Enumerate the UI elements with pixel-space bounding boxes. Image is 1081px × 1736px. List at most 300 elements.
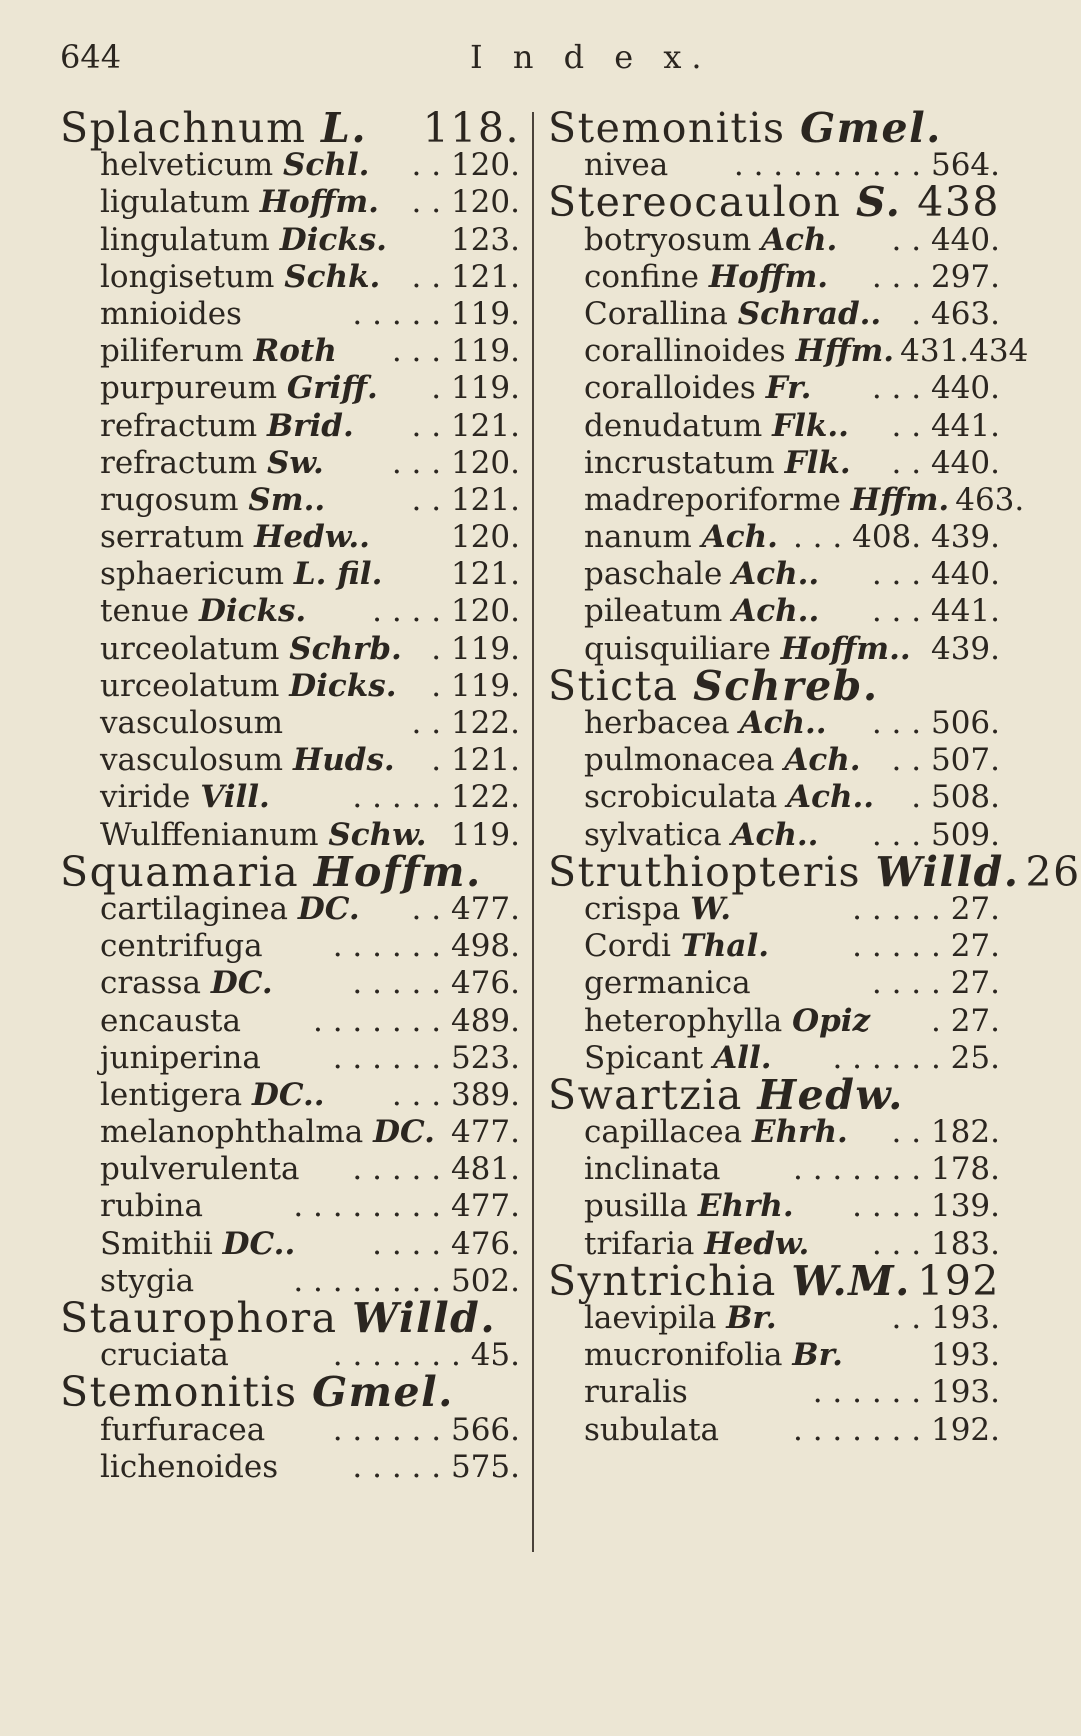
- entry-page-ref: . . . 297.: [871, 258, 1000, 295]
- left-index-column: [60, 104, 520, 1486]
- entry-page-ref: . . 122.: [411, 705, 520, 741]
- entry-name: urceolatum: [100, 667, 280, 704]
- entry-author: W.: [690, 890, 731, 927]
- index-species-entry: [60, 370, 520, 407]
- index-genus-entry: [548, 661, 1000, 710]
- entry-page-ref: . . . 389.: [391, 1076, 520, 1113]
- entry-page-ref: . . 193.: [891, 1300, 1000, 1336]
- entry-name-group: [584, 482, 949, 519]
- entry-name: juniperina: [100, 1039, 261, 1076]
- entry-name: laevipila: [584, 1300, 717, 1336]
- index-species-entry: [60, 1412, 520, 1449]
- index-species-entry: [548, 1188, 1000, 1225]
- index-genus-entry: [60, 1294, 520, 1342]
- entry-author: Hedw.: [704, 1225, 810, 1262]
- entry-page-ref: . . . . . . . . . . 564.: [733, 147, 1000, 184]
- entry-author: Ach.: [761, 221, 838, 258]
- index-genus-entry: [60, 1368, 520, 1417]
- entry-name: subulata: [584, 1411, 720, 1448]
- index-species-entry: [548, 965, 1000, 1002]
- page-header: [60, 38, 1020, 78]
- entry-page-ref: . . 441.: [891, 407, 1000, 444]
- entry-name: pulverulenta: [100, 1151, 300, 1188]
- entry-name-group: [584, 370, 811, 407]
- entry-name: Smithii: [100, 1225, 213, 1262]
- entry-author: Ach..: [739, 705, 827, 741]
- entry-name-group: [584, 779, 874, 816]
- entry-name: Staurophora: [60, 1294, 338, 1342]
- entry-page-ref: . . 120.: [411, 147, 520, 184]
- index-species-entry: [60, 1003, 520, 1040]
- entry-name-group: [584, 296, 881, 333]
- entry-author: Fr.: [765, 370, 812, 407]
- entry-page-ref: . . 120.: [411, 184, 520, 221]
- index-species-entry: [60, 1077, 520, 1114]
- index-species-entry: [548, 556, 1000, 593]
- entry-author: Hedw..: [254, 519, 370, 556]
- entry-author: Ehrh.: [751, 1114, 848, 1151]
- entry-author: Thal.: [680, 928, 770, 965]
- entry-page-ref: . . . . . 119.: [352, 295, 520, 332]
- index-species-entry: [60, 593, 520, 630]
- index-species-entry: [548, 1003, 1000, 1040]
- entry-name: scrobiculata: [584, 779, 778, 816]
- entry-page-ref: . . . . . 575.: [352, 1448, 520, 1485]
- entry-name: lichenoides: [100, 1448, 279, 1485]
- entry-name-group: [100, 370, 378, 407]
- entry-page-ref: . . . . . 27.: [852, 928, 1000, 965]
- entry-author: Ach.: [784, 742, 861, 779]
- entry-page-ref: . . . . . . 25.: [832, 1039, 1000, 1076]
- entry-name: Stemonitis: [60, 1368, 298, 1417]
- index-species-entry: [548, 1412, 1000, 1449]
- entry-name-group: [100, 965, 273, 1002]
- entry-author: Sw.: [266, 444, 324, 481]
- entry-page-ref: 192: [917, 1256, 1000, 1305]
- entry-name-group: [100, 1151, 300, 1188]
- entry-page-ref: . . . . . . . 178.: [793, 1151, 1000, 1188]
- entry-author: L. fil.: [293, 556, 383, 593]
- entry-name: nivea: [584, 147, 669, 184]
- entry-name-group: [100, 705, 283, 742]
- entry-author: Ach..: [732, 593, 820, 630]
- entry-author: Schrad..: [737, 295, 882, 332]
- entry-name: Spicant: [584, 1039, 704, 1076]
- index-species-entry: [548, 1374, 1000, 1411]
- entry-author: Brid.: [266, 407, 354, 444]
- entry-page-ref: . . . . . . . 192.: [793, 1411, 1000, 1448]
- entry-author: Hffm.: [850, 481, 950, 518]
- entry-name-group: [100, 631, 402, 668]
- entry-name: corallinoides: [584, 333, 786, 370]
- entry-name: mnioides: [100, 295, 242, 332]
- index-species-entry: [60, 705, 520, 742]
- entry-name: lingulatum: [100, 221, 270, 258]
- entry-page-ref: . . . . . 27.: [852, 890, 1000, 927]
- entry-name-group: [100, 779, 270, 816]
- index-species-entry: [548, 1337, 1000, 1374]
- entry-name-group: [100, 593, 306, 630]
- index-species-entry: [60, 259, 520, 296]
- entry-page-ref: . . . . 120.: [372, 593, 520, 630]
- index-species-entry: [548, 519, 1000, 556]
- entry-name-group: [100, 891, 360, 928]
- index-genus-entry: [60, 104, 520, 152]
- entry-author: Vill.: [200, 779, 270, 816]
- entry-page-ref: . 508.: [911, 779, 1000, 816]
- entry-name-group: [100, 147, 369, 184]
- entry-name-group: [584, 333, 894, 370]
- entry-name: refractum: [100, 444, 258, 481]
- entry-name: cruciata: [100, 1337, 229, 1374]
- index-species-entry: [548, 296, 1000, 333]
- entry-author: DC..: [222, 1225, 296, 1262]
- entry-name: pileatum: [584, 593, 723, 630]
- index-species-entry: [60, 965, 520, 1002]
- entry-name: ligulatum: [100, 184, 250, 221]
- entry-name-group: [100, 222, 387, 259]
- index-species-entry: [60, 333, 520, 370]
- entry-author: Hffm.: [795, 333, 895, 370]
- entry-page-ref: . . . 120.: [391, 444, 520, 481]
- entry-page-ref: . . 507.: [891, 742, 1000, 779]
- entry-name: quisquiliare: [584, 630, 771, 667]
- index-species-entry: [60, 147, 520, 184]
- entry-page-ref: 438: [917, 178, 1000, 227]
- entry-author: DC.: [210, 965, 273, 1002]
- entry-author: DC..: [251, 1076, 325, 1113]
- entry-name-group: [548, 1256, 911, 1305]
- entry-name: Sticta: [548, 661, 679, 710]
- entry-name: pulmonacea: [584, 742, 775, 779]
- entry-author: Hoffm.: [259, 184, 379, 221]
- entry-author: Flk..: [772, 407, 849, 444]
- entry-page-ref: 123.: [450, 221, 520, 258]
- entry-page-ref: . . . . . . . 45.: [332, 1337, 520, 1374]
- entry-name: coralloides: [584, 370, 756, 407]
- entry-author: Br.: [792, 1337, 843, 1374]
- entry-page-ref: . . . 183.: [871, 1225, 1000, 1262]
- index-species-entry: [548, 481, 1025, 519]
- entry-name: vasculosum: [100, 742, 284, 779]
- entry-author: Schrb.: [289, 630, 402, 667]
- entry-name-group: [584, 445, 851, 482]
- entry-name-group: [60, 1368, 454, 1417]
- entry-name-group: [584, 593, 819, 630]
- entry-author: Roth: [253, 333, 337, 370]
- index-species-entry: [60, 1151, 520, 1188]
- entry-name-group: [60, 1294, 497, 1342]
- entry-name-group: [584, 742, 861, 779]
- entry-author: DC.: [373, 1114, 435, 1151]
- index-species-entry: [60, 556, 520, 593]
- entry-page-ref: . . . . . . 193.: [812, 1374, 1000, 1411]
- entry-name-group: [584, 1412, 719, 1449]
- entry-page-ref: 121.: [450, 556, 520, 593]
- index-genus-entry: [548, 178, 1000, 227]
- entry-name-group: [584, 965, 751, 1002]
- entry-author: All.: [713, 1039, 772, 1076]
- entry-name: mucronifolia: [584, 1337, 783, 1374]
- entry-page-ref: . . . 440.: [871, 556, 1000, 593]
- entry-name-group: [100, 668, 397, 705]
- entry-name: ruralis: [584, 1374, 688, 1411]
- entry-page-ref: . . 182.: [891, 1114, 1000, 1151]
- index-species-entry: [548, 259, 1000, 296]
- entry-name-group: [584, 1151, 720, 1188]
- entry-page-ref: . . 440.: [891, 221, 1000, 258]
- entry-page-ref: . . . . 139.: [852, 1188, 1000, 1225]
- entry-name-group: [60, 847, 482, 896]
- entry-name-group: [100, 1003, 241, 1040]
- entry-page-ref: 120.: [450, 519, 520, 556]
- entry-name: botryosum: [584, 221, 752, 258]
- entry-page-ref: . . . . . . 566.: [332, 1411, 520, 1448]
- entry-author: Schreb.: [693, 661, 879, 710]
- entry-name: serratum: [100, 519, 245, 556]
- entry-page-ref: . 27.: [930, 1002, 1000, 1039]
- entry-page-ref: . . 440.: [891, 444, 1000, 481]
- entry-name: Syntrichia: [548, 1256, 777, 1305]
- entry-author: Willd.: [875, 847, 1020, 896]
- entry-name-group: [60, 104, 368, 152]
- entry-page-ref: 431.434: [900, 333, 1029, 370]
- entry-page-ref: . 463.: [911, 295, 1000, 332]
- index-species-entry: [60, 519, 520, 556]
- entry-name-group: [100, 742, 395, 779]
- entry-author: Ach..: [731, 816, 819, 853]
- index-species-entry: [60, 1449, 520, 1486]
- entry-name: Struthiopteris: [548, 847, 861, 896]
- entry-author: Schl.: [283, 147, 370, 184]
- entry-name-group: [584, 556, 819, 593]
- entry-name: nanum: [584, 519, 692, 556]
- entry-page-ref: . . 121.: [411, 481, 520, 518]
- entry-author: Dicks.: [289, 667, 397, 704]
- entry-name-group: [584, 928, 769, 965]
- entry-name: sylvatica: [584, 816, 722, 853]
- entry-page-ref: 193.: [930, 1337, 1000, 1374]
- entry-name-group: [548, 661, 879, 710]
- index-species-entry: [60, 482, 520, 519]
- entry-name-group: [100, 1412, 265, 1449]
- entry-name-group: [584, 891, 731, 928]
- index-genus-entry: [548, 104, 1000, 152]
- entry-author: Hoffm.: [313, 847, 482, 896]
- entry-name: helveticum: [100, 147, 274, 184]
- entry-page-ref: 119.: [450, 816, 520, 853]
- entry-page-ref: 26: [1025, 847, 1081, 896]
- entry-author: Hedw.: [757, 1070, 904, 1119]
- entry-page-ref: . 119.: [431, 667, 520, 704]
- entry-page-ref: . 121.: [431, 742, 520, 779]
- entry-page-ref: . . . 440.: [871, 370, 1000, 407]
- entry-page-ref: 463.: [955, 481, 1025, 518]
- entry-name: Swartzia: [548, 1070, 743, 1119]
- entry-author: Griff.: [286, 370, 378, 407]
- entry-page-ref: . . . . . . 523.: [332, 1039, 520, 1076]
- entry-name: germanica: [584, 965, 751, 1002]
- index-species-entry: [60, 445, 520, 482]
- index-species-entry: [548, 408, 1000, 445]
- index-species-entry: [60, 668, 520, 705]
- entry-name: Corallina: [584, 295, 728, 332]
- entry-name: rubina: [100, 1188, 203, 1225]
- entry-name: pusilla: [584, 1188, 688, 1225]
- entry-name-group: [100, 1114, 435, 1151]
- entry-name: Wulffenianum: [100, 816, 319, 853]
- entry-author: Ach.: [701, 519, 778, 556]
- entry-name: purpureum: [100, 370, 277, 407]
- entry-author: Ehrh.: [697, 1188, 794, 1225]
- index-species-entry: [60, 1040, 520, 1077]
- entry-name-group: [100, 184, 379, 221]
- entry-name: paschale: [584, 556, 723, 593]
- entry-name-group: [584, 222, 837, 259]
- entry-page-ref: . 119.: [431, 370, 520, 407]
- entry-name-group: [100, 296, 242, 333]
- entry-name-group: [548, 178, 902, 227]
- index-species-entry: [60, 1188, 520, 1225]
- entry-name-group: [548, 847, 1020, 896]
- entry-page-ref: . . . 408. 439.: [792, 519, 1000, 556]
- entry-page-ref: . . . 119.: [391, 333, 520, 370]
- entry-name-group: [100, 556, 382, 593]
- entry-name-group: [100, 333, 337, 370]
- entry-author: DC.: [297, 890, 360, 927]
- entry-page-ref: . . . . . . 498.: [332, 928, 520, 965]
- entry-name-group: [584, 1374, 688, 1411]
- index-species-entry: [548, 333, 1029, 370]
- entry-page-ref: . . 121.: [411, 258, 520, 295]
- entry-name-group: [100, 259, 380, 296]
- index-genus-entry: [60, 847, 520, 896]
- entry-page-ref: . . . . 27.: [871, 965, 1000, 1002]
- index-species-entry: [548, 445, 1000, 482]
- entry-author: Gmel.: [800, 104, 942, 152]
- page-number: 644: [60, 38, 122, 76]
- entry-name: Splachnum: [60, 104, 307, 152]
- entry-name-group: [548, 1070, 904, 1119]
- index-genus-entry: [548, 1070, 1000, 1119]
- entry-name: urceolatum: [100, 630, 280, 667]
- index-species-entry: [548, 705, 1000, 742]
- entry-author: Hoffm.: [708, 258, 829, 295]
- index-genus-entry: [548, 847, 1081, 896]
- entry-name-group: [100, 1040, 261, 1077]
- entry-name-group: [584, 519, 778, 556]
- entry-name: Stereocaulon: [548, 178, 842, 227]
- index-species-entry: [60, 408, 520, 445]
- entry-name-group: [100, 1226, 295, 1263]
- entry-author: Schw.: [328, 816, 427, 853]
- entry-name: tenue: [100, 593, 190, 630]
- entry-author: Willd.: [352, 1294, 497, 1342]
- entry-name: confine: [584, 258, 699, 295]
- entry-page-ref: . . . 506.: [871, 705, 1000, 741]
- entry-name: denudatum: [584, 407, 763, 444]
- entry-name-group: [584, 1188, 794, 1225]
- entry-page-ref: 118.: [422, 104, 520, 152]
- entry-name-group: [584, 408, 849, 445]
- index-species-entry: [548, 742, 1000, 779]
- entry-name: refractum: [100, 407, 258, 444]
- entry-author: Ach..: [787, 779, 875, 816]
- entry-name: crispa: [584, 890, 681, 927]
- entry-name: centrifuga: [100, 928, 263, 965]
- entry-name-group: [584, 1300, 777, 1337]
- entry-name: furfuracea: [100, 1411, 266, 1448]
- entry-name: inclinata: [584, 1151, 721, 1188]
- entry-name: cartilaginea: [100, 890, 288, 927]
- entry-name-group: [100, 1077, 325, 1114]
- entry-name-group: [584, 259, 828, 296]
- entry-name: piliferum: [100, 333, 244, 370]
- index-species-entry: [548, 1300, 1000, 1337]
- index-species-entry: [60, 928, 520, 965]
- entry-page-ref: 477.: [450, 1114, 520, 1151]
- entry-author: Schk.: [284, 258, 381, 295]
- entry-page-ref: 439.: [930, 630, 1000, 667]
- entry-page-ref: . . . . 476.: [372, 1225, 520, 1262]
- entry-author: Dicks.: [198, 593, 307, 630]
- entry-name: longisetum: [100, 258, 275, 295]
- index-species-entry: [60, 742, 520, 779]
- entry-author: Opiz: [792, 1002, 871, 1039]
- index-species-entry: [60, 891, 520, 928]
- entry-author: Hoffm..: [780, 630, 911, 667]
- entry-name: melanophthalma: [100, 1114, 364, 1151]
- entry-page-ref: . . . . . 122.: [352, 779, 520, 816]
- entry-name: heterophylla: [584, 1002, 783, 1039]
- page-title: I n d e x.: [470, 38, 712, 76]
- entry-page-ref: . 119.: [431, 630, 520, 667]
- index-species-entry: [548, 891, 1000, 928]
- index-species-entry: [60, 779, 520, 816]
- entry-page-ref: . . . . . . . . 502.: [293, 1262, 520, 1299]
- index-species-entry: [548, 370, 1000, 407]
- entry-name-group: [584, 1003, 870, 1040]
- entry-name-group: [100, 482, 325, 519]
- index-species-entry: [548, 593, 1000, 630]
- entry-name: vasculosum: [100, 705, 284, 741]
- index-species-entry: [548, 1114, 1000, 1151]
- entry-name-group: [100, 445, 324, 482]
- entry-author: Huds.: [292, 742, 395, 779]
- entry-name-group: [584, 1337, 843, 1374]
- entry-name-group: [100, 519, 370, 556]
- entry-page-ref: . . 477.: [411, 890, 520, 927]
- index-species-entry: [548, 928, 1000, 965]
- entry-author: Flk.: [784, 444, 851, 481]
- entry-page-ref: . . 121.: [411, 407, 520, 444]
- entry-name: Cordi: [584, 928, 671, 965]
- entry-name: incrustatum: [584, 444, 775, 481]
- entry-name: rugosum: [100, 481, 239, 518]
- entry-author: L.: [321, 104, 368, 152]
- entry-name: herbacea: [584, 705, 730, 741]
- index-species-entry: [60, 296, 520, 333]
- entry-name-group: [584, 1114, 848, 1151]
- entry-name: Squamaria: [60, 847, 300, 896]
- entry-author: Dicks.: [279, 221, 387, 258]
- entry-name: crassa: [100, 965, 201, 1002]
- entry-name: sphaericum: [100, 556, 285, 593]
- index-genus-entry: [548, 1256, 1000, 1305]
- index-species-entry: [60, 222, 520, 259]
- index-species-entry: [60, 631, 520, 668]
- entry-page-ref: . . . . . . . . 477.: [293, 1188, 520, 1225]
